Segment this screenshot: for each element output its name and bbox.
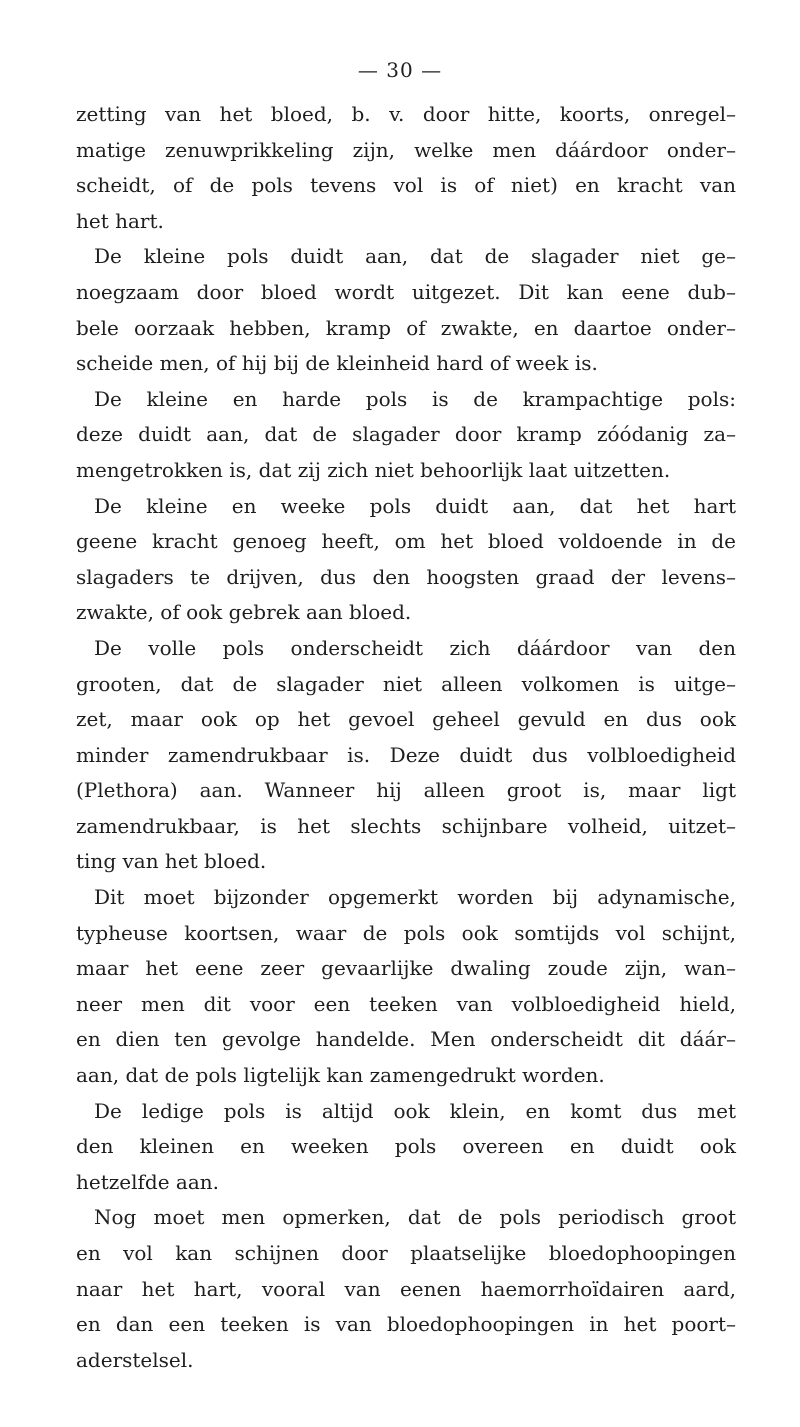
text-line: Nog moet men opmerken, dat de pols periodisch groot [94,1205,736,1230]
text-line: zwakte, of ook gebrek aan bloed. [76,600,412,625]
text-line: ting van het bloed. [76,849,267,874]
text-line: geene kracht genoeg heeft, om het bloed voldoende in de [76,529,736,554]
text-line: minder zamendrukbaar is. Deze duidt dus volbloedigheid [76,742,736,767]
text-line: zetting van het bloed, b. v. door hitte, koorts, onregel– [76,102,736,126]
text-line: maar het eene zeer gevaarlijke dwaling zoude zijn, wan– [76,956,736,981]
text-line: typheuse koortsen, waar de pols ook somtijds vol schijnt, [76,920,736,945]
text-line: hetzelfde aan. [76,1169,220,1194]
text-line: (Plethora) aan. Wanneer hij alleen groot is, maar ligt [76,778,736,803]
text-line: slagaders te drijven, dus den hoogsten graad der levens– [76,564,736,589]
text-line: Dit moet bijzonder opgemerkt worden bij adynamische, [94,885,736,910]
text-line: mengetrokken is, dat zij zich niet behoorlijk laat uitzetten. [76,457,671,482]
text-line: scheidt, of de pols tevens vol is of niet) en kracht van [76,173,736,198]
text-line: De kleine en harde pols is de krampachtige pols: [94,386,736,411]
text-line: en dan een teeken is van bloedophoopingen in het poort– [76,1312,736,1337]
text-line: aderstelsel. [76,1347,194,1372]
body-text [76,97,736,1378]
text-line: deze duidt aan, dat de slagader door kramp zóódanig za– [76,422,736,447]
text-line: zet, maar ook op het gevoel geheel gevuld en dus ook [76,707,736,732]
text-line: De kleine pols duidt aan, dat de slagader niet ge– [94,244,736,269]
text-line: aan, dat de pols ligtelijk kan zamengedrukt worden. [76,1063,605,1088]
text-line: De volle pols onderscheidt zich dáárdoor van den [94,635,736,660]
page-number: — 30 — [357,58,443,82]
text-line: De ledige pols is altijd ook klein, en komt dus met [94,1098,736,1123]
text-line: den kleinen en weeken pols overeen en duidt ook [76,1134,736,1159]
text-line: het hart. [76,208,164,233]
text-line: scheide men, of hij bij de kleinheid hard of week is. [76,351,598,376]
text-line: en dien ten gevolge handelde. Men onderscheidt dit dáár– [76,1027,736,1052]
text-line: De kleine en weeke pols duidt aan, dat het hart [94,493,736,518]
text-line: zamendrukbaar, is het slechts schijnbare volheid, uitzet– [76,813,736,838]
text-line: grooten, dat de slagader niet alleen volkomen is uitge– [76,671,736,696]
text-line: matige zenuwprikkeling zijn, welke men dáárdoor onder– [76,137,736,162]
text-line: bele oorzaak hebben, kramp of zwakte, en daartoe onder– [76,315,736,340]
text-line: en vol kan schijnen door plaatselijke bloedophoopingen [76,1241,736,1265]
text-line: naar het hart, vooral van eenen haemorrhoïdairen aard, [76,1276,736,1301]
text-line: noegzaam door bloed wordt uitgezet. Dit kan eene dub– [76,279,736,304]
text-line: neer men dit voor een teeken van volbloedigheid hield, [76,991,736,1016]
